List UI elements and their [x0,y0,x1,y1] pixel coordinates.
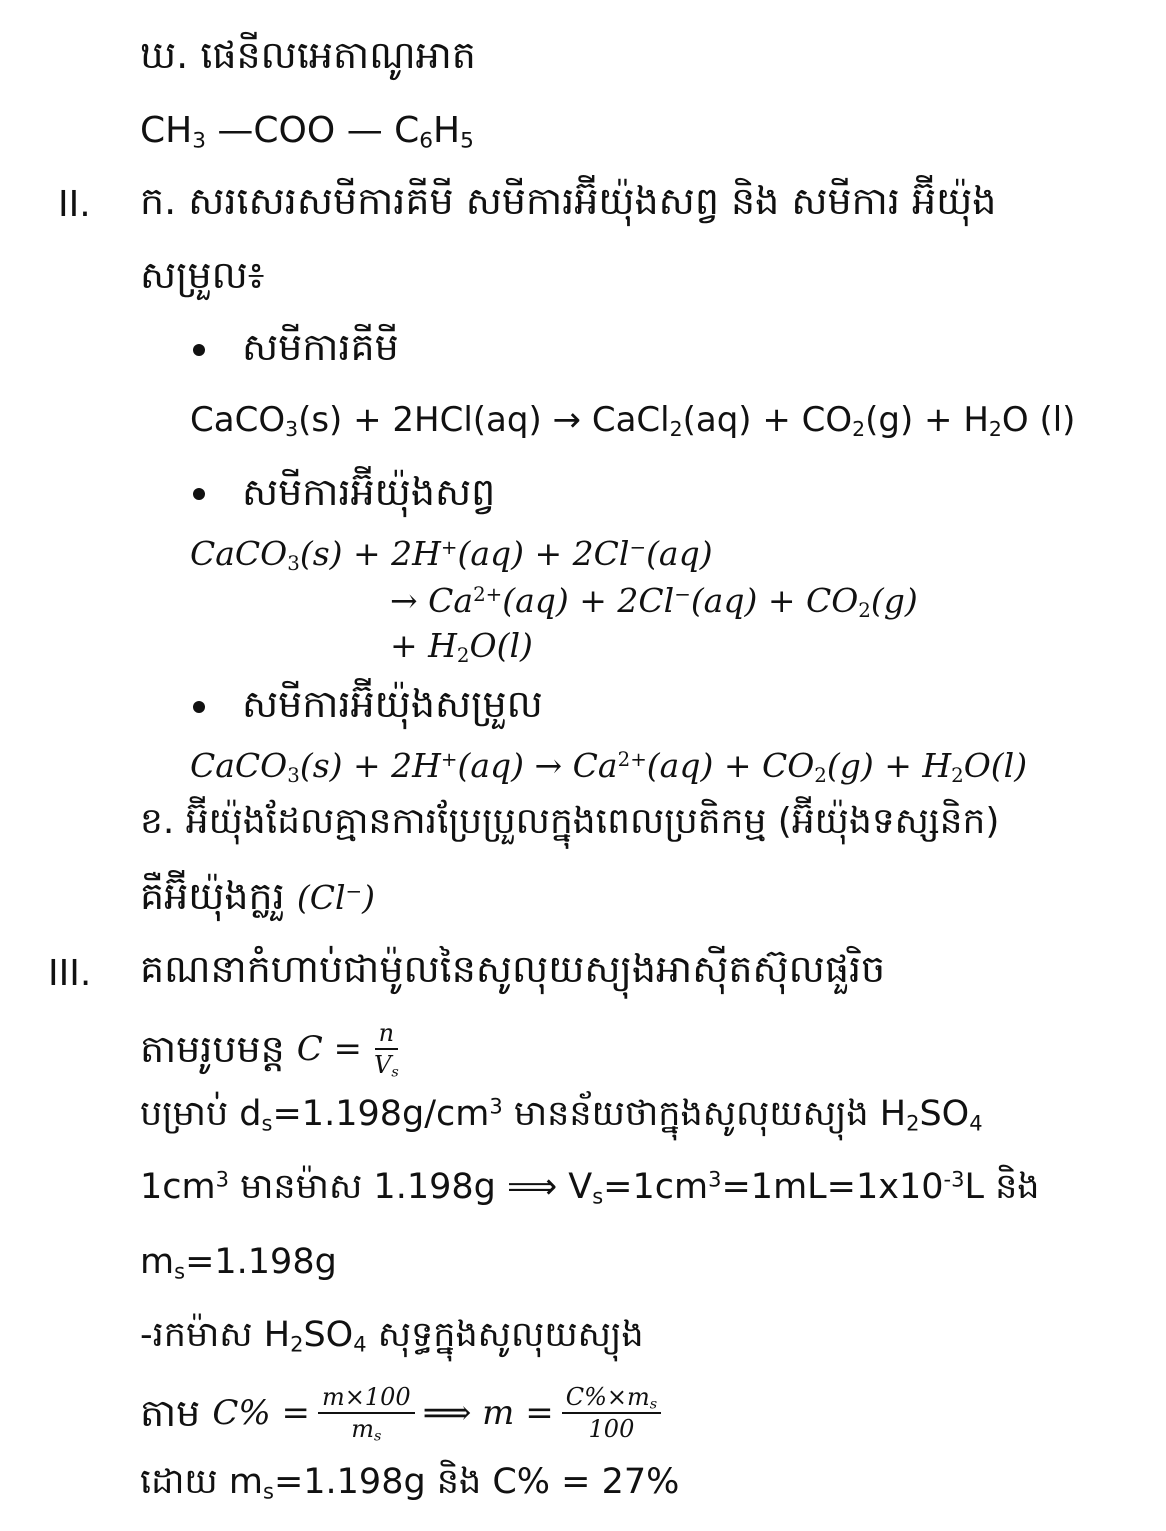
formula-lhs: C = [296,1029,363,1069]
fraction-numerator: m×100 [318,1384,415,1414]
bullet-molecular-label: សមីការគីមី [242,325,399,369]
fraction-denominator-text: V [374,1051,392,1079]
section-3-numeral: III. [48,953,92,994]
eq-part: (aq) + CO [690,581,859,620]
text-sub: 4 [353,1332,367,1357]
eq-sup: 2+ [617,748,647,772]
text-part: =1mL=1x10 [721,1167,944,1207]
bullet-net-ionic-label: សមីការអ៊ីយ៉ុងសម្រួល [242,682,543,726]
ester-formula [140,110,474,154]
formula-part: COO [253,110,336,151]
text-part: L និង [964,1167,1040,1207]
text-sub: 2 [290,1332,304,1357]
eq-sub: 3 [285,417,299,442]
formula-part: CH [140,110,193,151]
text-part: សុទ្ធក្នុងសូលុយស្យុង [366,1315,644,1355]
text-sup: 3 [215,1167,229,1192]
eq-sub: 2 [852,417,866,442]
complete-ionic-eq-line1 [190,534,713,575]
molecular-equation [190,400,1076,442]
text-sub: s [174,1259,186,1284]
formula-implies: ⟹ m = [422,1393,554,1433]
eq-part: O(l) [963,746,1028,785]
complete-ionic-eq-line3 [390,626,533,667]
text-sub: s [261,1111,273,1136]
fraction-denominator [347,1414,385,1445]
eq-sub: 2 [669,417,683,442]
section-2-heading-line1: ក. សរសេរសមីការគីមី សមីការអ៊ីយ៉ុងសព្វ និង សមីការ អ៊ីយ៉ុង [140,179,997,223]
mass-volume-line [140,1167,1040,1209]
eq-sup: + [440,536,458,560]
eq-part: (aq) → Ca [457,746,618,785]
eq-part: (aq) [646,534,713,573]
text-part: មានន័យថាក្នុងសូលុយស្យុង H [502,1094,907,1134]
text-part: =1.198g/cm [272,1094,490,1134]
molarity-fraction [370,1020,403,1079]
percent-formula-line [140,1378,661,1448]
net-ionic-equation [190,746,1028,787]
eq-sup: − [674,583,691,607]
text-sup: 3 [708,1167,722,1192]
text-part: -រកម៉ាស H [140,1315,291,1355]
fraction-denominator: 100 [588,1415,635,1443]
eq-part: (g) + H [865,400,989,440]
eq-part: O (l) [1001,400,1076,440]
fraction-denominator [370,1050,403,1081]
eq-sup: − [345,880,363,904]
eq-part: O(l) [469,626,533,665]
bullet-dot [193,344,205,356]
item-gha-title: ឃ. ផេនីលអេតាណូអាត [140,33,476,77]
text-sup: 3 [489,1094,503,1119]
eq-part: CaCO [190,400,286,440]
eq-sub: 3 [287,763,300,787]
bullet-dot [193,488,205,500]
eq-sub: 2 [988,417,1002,442]
fraction-sub: s [649,1396,658,1413]
formula-sub: 5 [460,128,474,154]
eq-sup: + [440,748,458,772]
percent-fraction-2 [562,1384,661,1443]
text-part: SO [919,1094,970,1134]
formula-part: H [433,110,461,151]
formula-part: C [394,110,420,151]
text-sub: s [592,1184,604,1209]
part-kha-text: គឺអ៊ីយ៉ុងក្លរួ [140,874,285,918]
eq-part: (s) + 2H [299,534,441,573]
fraction-numerator [562,1384,661,1414]
bullet-dot [193,701,205,713]
formula-bond: — [217,110,254,151]
text-sup: -3 [943,1167,965,1192]
eq-sub: 2 [456,643,470,667]
molarity-formula-line [140,1014,403,1084]
section-3-heading: គណនាកំហាប់ជាម៉ូលនៃសូលុយស្យុងអាស៊ីតស៊ុលផួរិច [140,947,886,991]
eq-part: (Cl [296,878,346,917]
eq-sub: 3 [287,551,300,575]
section-2-heading-line2: សម្រួល៖ [140,253,265,297]
eq-part: CaCO [190,746,288,785]
eq-part: (g) + H [826,746,952,785]
bullet-complete-ionic-label: សមីការអ៊ីយ៉ុងសព្វ [242,470,496,514]
formula-bond: — [346,110,383,151]
ms-line [140,1242,337,1284]
text-part: =1.198g [185,1242,337,1282]
eq-part: (aq) + 2Cl [502,581,675,620]
text-part: ដោយ m [140,1462,263,1502]
eq-part: → Ca [390,581,474,620]
formula-lhs: C% = [212,1393,310,1433]
eq-part: (s) + 2HCl(aq) → CaCl [298,400,670,440]
density-line [140,1094,983,1136]
text-part: មានម៉ាស 1.198g ⟹ V [228,1167,593,1207]
eq-part: CaCO [190,534,288,573]
eq-sub: 2 [814,763,827,787]
part-kha-line1: ខ. អ៊ីយ៉ុងដែលគ្មានការប្រែប្រួលក្នុងពេលប្រតិកម្ម (អ៊ីយ៉ុងទស្សនិក) [140,801,1000,842]
fraction-sub: s [391,1064,399,1081]
part-kha-line2 [140,874,375,918]
fraction-sub: s [373,1428,382,1445]
formula-intro: តាមរូបមន្ត [140,1027,285,1071]
eq-part: (g) [870,581,918,620]
percent-fraction-1 [318,1384,415,1443]
fraction-numerator: n [375,1020,398,1050]
eq-part: + H [390,626,457,665]
eq-part: ) [362,878,375,917]
text-part: m [140,1242,175,1282]
eq-sup: 2+ [473,583,503,607]
find-mass-line [140,1315,644,1357]
text-part: 1cm [140,1167,216,1207]
complete-ionic-eq-line2 [390,581,918,622]
final-line [140,1462,680,1504]
text-sub: 2 [906,1111,920,1136]
fraction-denominator-text: m [351,1415,374,1443]
text-sub: s [262,1479,274,1504]
eq-sub: 2 [858,598,871,622]
eq-part: (s) + 2H [299,746,441,785]
eq-sub: 2 [951,763,964,787]
fraction-numerator-text: C%×m [565,1382,650,1411]
eq-part: (aq) + CO [682,400,853,440]
eq-sup: − [629,536,647,560]
formula-sub: 6 [419,128,434,154]
section-2-numeral: II. [58,184,91,225]
text-part: =1.198g និង C% = 27% [273,1462,680,1502]
text-part: =1cm [603,1167,709,1207]
eq-part: (aq) + CO [646,746,815,785]
text-part: បម្រាប់ d [140,1094,262,1134]
text-part: SO [303,1315,354,1355]
formula-intro: តាម [140,1391,201,1435]
eq-part: (aq) + 2Cl [457,534,630,573]
spectator-ion [297,878,375,917]
formula-sub: 3 [192,128,206,154]
text-sub: 4 [969,1111,983,1136]
